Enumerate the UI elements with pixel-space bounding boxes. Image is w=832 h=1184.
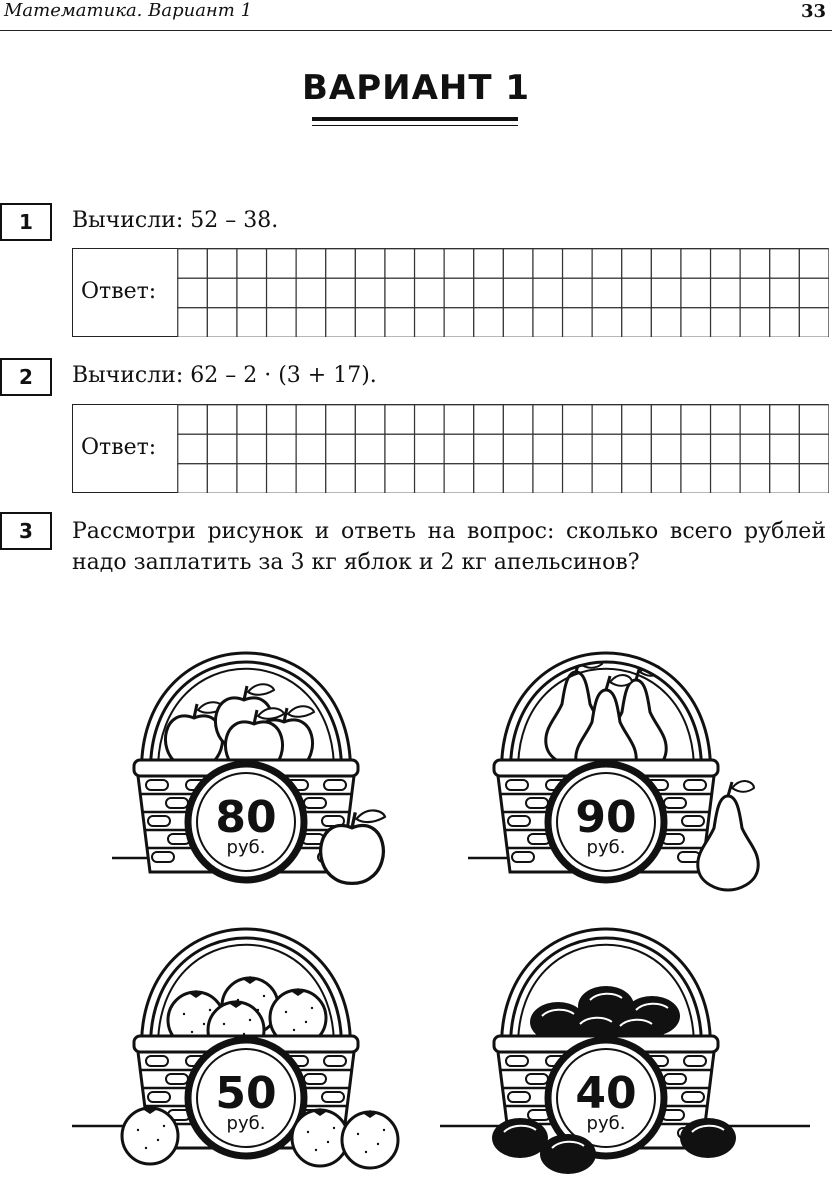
answer-cell[interactable]	[474, 278, 504, 308]
answer-cell[interactable]	[622, 278, 652, 308]
answer-cell[interactable]	[563, 308, 593, 337]
answer-cell[interactable]	[799, 434, 829, 464]
answer-cell[interactable]	[326, 278, 356, 308]
answer-cell[interactable]	[267, 464, 297, 493]
answer-cell[interactable]	[622, 464, 652, 493]
answer-cell[interactable]	[503, 308, 533, 337]
answer-cell[interactable]	[178, 464, 208, 493]
answer-cell[interactable]	[326, 434, 356, 464]
title-underline-thin	[312, 125, 518, 126]
answer-cell[interactable]	[681, 278, 711, 308]
answer-cell[interactable]	[770, 249, 800, 279]
answer-cell[interactable]	[267, 434, 297, 464]
price-unit-apples: руб.	[226, 837, 266, 858]
price-value-pears: 90	[575, 792, 637, 843]
answer-cell[interactable]	[207, 464, 237, 493]
page-header	[0, 0, 832, 31]
answer-cell[interactable]	[503, 434, 533, 464]
answer-cell[interactable]	[415, 464, 445, 493]
answer-cell[interactable]	[503, 249, 533, 279]
answer-cell[interactable]	[740, 249, 770, 279]
answer-cell[interactable]	[207, 249, 237, 279]
answer-cell[interactable]	[385, 278, 415, 308]
answer-cell[interactable]	[355, 308, 385, 337]
answer-cell[interactable]	[651, 434, 681, 464]
answer-cell[interactable]	[296, 464, 326, 493]
answer-cell[interactable]	[415, 434, 445, 464]
answer-cell[interactable]	[711, 278, 741, 308]
answer-cell[interactable]	[770, 405, 800, 435]
answer-cell[interactable]	[740, 278, 770, 308]
answer-cell[interactable]	[533, 405, 563, 435]
answer-cell[interactable]	[533, 249, 563, 279]
answer-box-2	[72, 404, 828, 493]
answer-cell[interactable]	[444, 464, 474, 493]
answer-label-2: Ответ:	[81, 435, 157, 460]
answer-cell[interactable]	[770, 308, 800, 337]
answer-cell[interactable]	[622, 249, 652, 279]
answer-cell[interactable]	[681, 405, 711, 435]
answer-cell[interactable]	[385, 405, 415, 435]
answer-cell[interactable]	[533, 308, 563, 337]
answer-cell[interactable]	[444, 308, 474, 337]
answer-cell[interactable]	[444, 249, 474, 279]
answer-cell[interactable]	[267, 249, 297, 279]
answer-cell[interactable]	[237, 249, 267, 279]
task-text-3: Рассмотри рисунок и ответь на вопрос: сколько всего рублей надо заплатить за 3 кг яблок и 2 кг апельсинов?	[72, 519, 826, 575]
answer-cell[interactable]	[237, 405, 267, 435]
answer-cell[interactable]	[592, 308, 622, 337]
answer-cell[interactable]	[651, 464, 681, 493]
answer-cell[interactable]	[296, 278, 326, 308]
answer-cell[interactable]	[503, 464, 533, 493]
answer-cell[interactable]	[563, 249, 593, 279]
task-number-2: 2	[0, 358, 52, 396]
answer-cell[interactable]	[740, 405, 770, 435]
answer-cell[interactable]	[326, 249, 356, 279]
answer-cell[interactable]	[474, 464, 504, 493]
answer-cell[interactable]	[681, 464, 711, 493]
answer-cell[interactable]	[563, 434, 593, 464]
page-number: 33	[800, 1, 826, 22]
answer-cell[interactable]	[799, 308, 829, 337]
answer-cell[interactable]	[237, 464, 267, 493]
answer-cell[interactable]	[711, 464, 741, 493]
answer-cell[interactable]	[415, 249, 445, 279]
answer-cell[interactable]	[267, 278, 297, 308]
answer-cell[interactable]	[178, 308, 208, 337]
header-subject: Математика. Вариант 1	[4, 0, 253, 21]
answer-cell[interactable]	[385, 434, 415, 464]
answer-cell[interactable]	[267, 308, 297, 337]
answer-cell[interactable]	[592, 405, 622, 435]
answer-cell[interactable]	[355, 464, 385, 493]
answer-cell[interactable]	[503, 405, 533, 435]
answer-box-1	[72, 248, 828, 337]
answer-cell[interactable]	[415, 308, 445, 337]
answer-cell[interactable]	[533, 278, 563, 308]
answer-cell[interactable]	[799, 464, 829, 493]
answer-cell[interactable]	[799, 278, 829, 308]
answer-cell[interactable]	[563, 278, 593, 308]
answer-cell[interactable]	[296, 434, 326, 464]
answer-cell[interactable]	[444, 405, 474, 435]
title-underline	[312, 117, 518, 121]
answer-grid-2[interactable]	[177, 404, 829, 493]
answer-cell[interactable]	[296, 308, 326, 337]
answer-cell[interactable]	[178, 434, 208, 464]
answer-cell[interactable]	[651, 308, 681, 337]
answer-cell[interactable]	[207, 405, 237, 435]
price-value-plums: 40	[575, 1068, 637, 1119]
answer-cell[interactable]	[178, 278, 208, 308]
answer-cell[interactable]	[385, 308, 415, 337]
answer-cell[interactable]	[681, 434, 711, 464]
answer-cell[interactable]	[681, 308, 711, 337]
answer-cell[interactable]	[296, 249, 326, 279]
answer-cell[interactable]	[533, 434, 563, 464]
task-text-2: Вычисли: 62 – 2 · (3 + 17).	[72, 363, 377, 388]
answer-cell[interactable]	[415, 278, 445, 308]
answer-cell[interactable]	[711, 434, 741, 464]
answer-cell[interactable]	[592, 278, 622, 308]
answer-cell[interactable]	[651, 278, 681, 308]
answer-cell[interactable]	[799, 249, 829, 279]
answer-cell[interactable]	[444, 278, 474, 308]
answer-cell[interactable]	[770, 464, 800, 493]
answer-cell[interactable]	[385, 464, 415, 493]
answer-cell[interactable]	[622, 434, 652, 464]
answer-cell[interactable]	[178, 249, 208, 279]
answer-cell[interactable]	[622, 405, 652, 435]
answer-cell[interactable]	[415, 405, 445, 435]
answer-cell[interactable]	[592, 434, 622, 464]
answer-grid-1[interactable]	[177, 248, 829, 337]
answer-cell[interactable]	[533, 464, 563, 493]
task-number-1: 1	[0, 203, 52, 241]
answer-cell[interactable]	[355, 278, 385, 308]
fruit-baskets-illustration	[0, 620, 832, 1180]
answer-cell[interactable]	[207, 308, 237, 337]
answer-cell[interactable]	[474, 434, 504, 464]
answer-cell[interactable]	[711, 308, 741, 337]
answer-cell[interactable]	[207, 278, 237, 308]
answer-cell[interactable]	[592, 249, 622, 279]
answer-cell[interactable]	[474, 405, 504, 435]
answer-cell[interactable]	[651, 249, 681, 279]
answer-cell[interactable]	[326, 308, 356, 337]
task-text-1: Вычисли: 52 – 38.	[72, 208, 279, 233]
answer-cell[interactable]	[474, 308, 504, 337]
answer-cell[interactable]	[622, 308, 652, 337]
price-unit-oranges: руб.	[226, 1113, 266, 1134]
answer-cell[interactable]	[799, 405, 829, 435]
answer-cell[interactable]	[444, 434, 474, 464]
price-unit-pears: руб.	[586, 837, 626, 858]
answer-cell[interactable]	[237, 278, 267, 308]
answer-cell[interactable]	[207, 434, 237, 464]
answer-cell[interactable]	[326, 464, 356, 493]
answer-cell[interactable]	[711, 249, 741, 279]
answer-cell[interactable]	[237, 434, 267, 464]
price-value-oranges: 50	[215, 1068, 277, 1119]
answer-cell[interactable]	[563, 464, 593, 493]
answer-cell[interactable]	[178, 405, 208, 435]
answer-cell[interactable]	[355, 405, 385, 435]
answer-cell[interactable]	[355, 434, 385, 464]
answer-cell[interactable]	[326, 405, 356, 435]
answer-cell[interactable]	[740, 308, 770, 337]
answer-cell[interactable]	[592, 464, 622, 493]
price-value-apples: 80	[215, 792, 277, 843]
answer-cell[interactable]	[267, 405, 297, 435]
task-number-3: 3	[0, 512, 52, 550]
answer-cell[interactable]	[711, 405, 741, 435]
answer-cell[interactable]	[237, 308, 267, 337]
answer-cell[interactable]	[563, 405, 593, 435]
page-title: ВАРИАНТ 1	[301, 68, 531, 108]
answer-cell[interactable]	[740, 464, 770, 493]
answer-label-1: Ответ:	[81, 279, 157, 304]
answer-cell[interactable]	[740, 434, 770, 464]
answer-cell[interactable]	[474, 249, 504, 279]
answer-cell[interactable]	[651, 405, 681, 435]
answer-cell[interactable]	[770, 434, 800, 464]
answer-cell[interactable]	[503, 278, 533, 308]
answer-cell[interactable]	[355, 249, 385, 279]
answer-cell[interactable]	[296, 405, 326, 435]
answer-cell[interactable]	[385, 249, 415, 279]
answer-cell[interactable]	[681, 249, 711, 279]
price-unit-plums: руб.	[586, 1113, 626, 1134]
answer-cell[interactable]	[770, 278, 800, 308]
